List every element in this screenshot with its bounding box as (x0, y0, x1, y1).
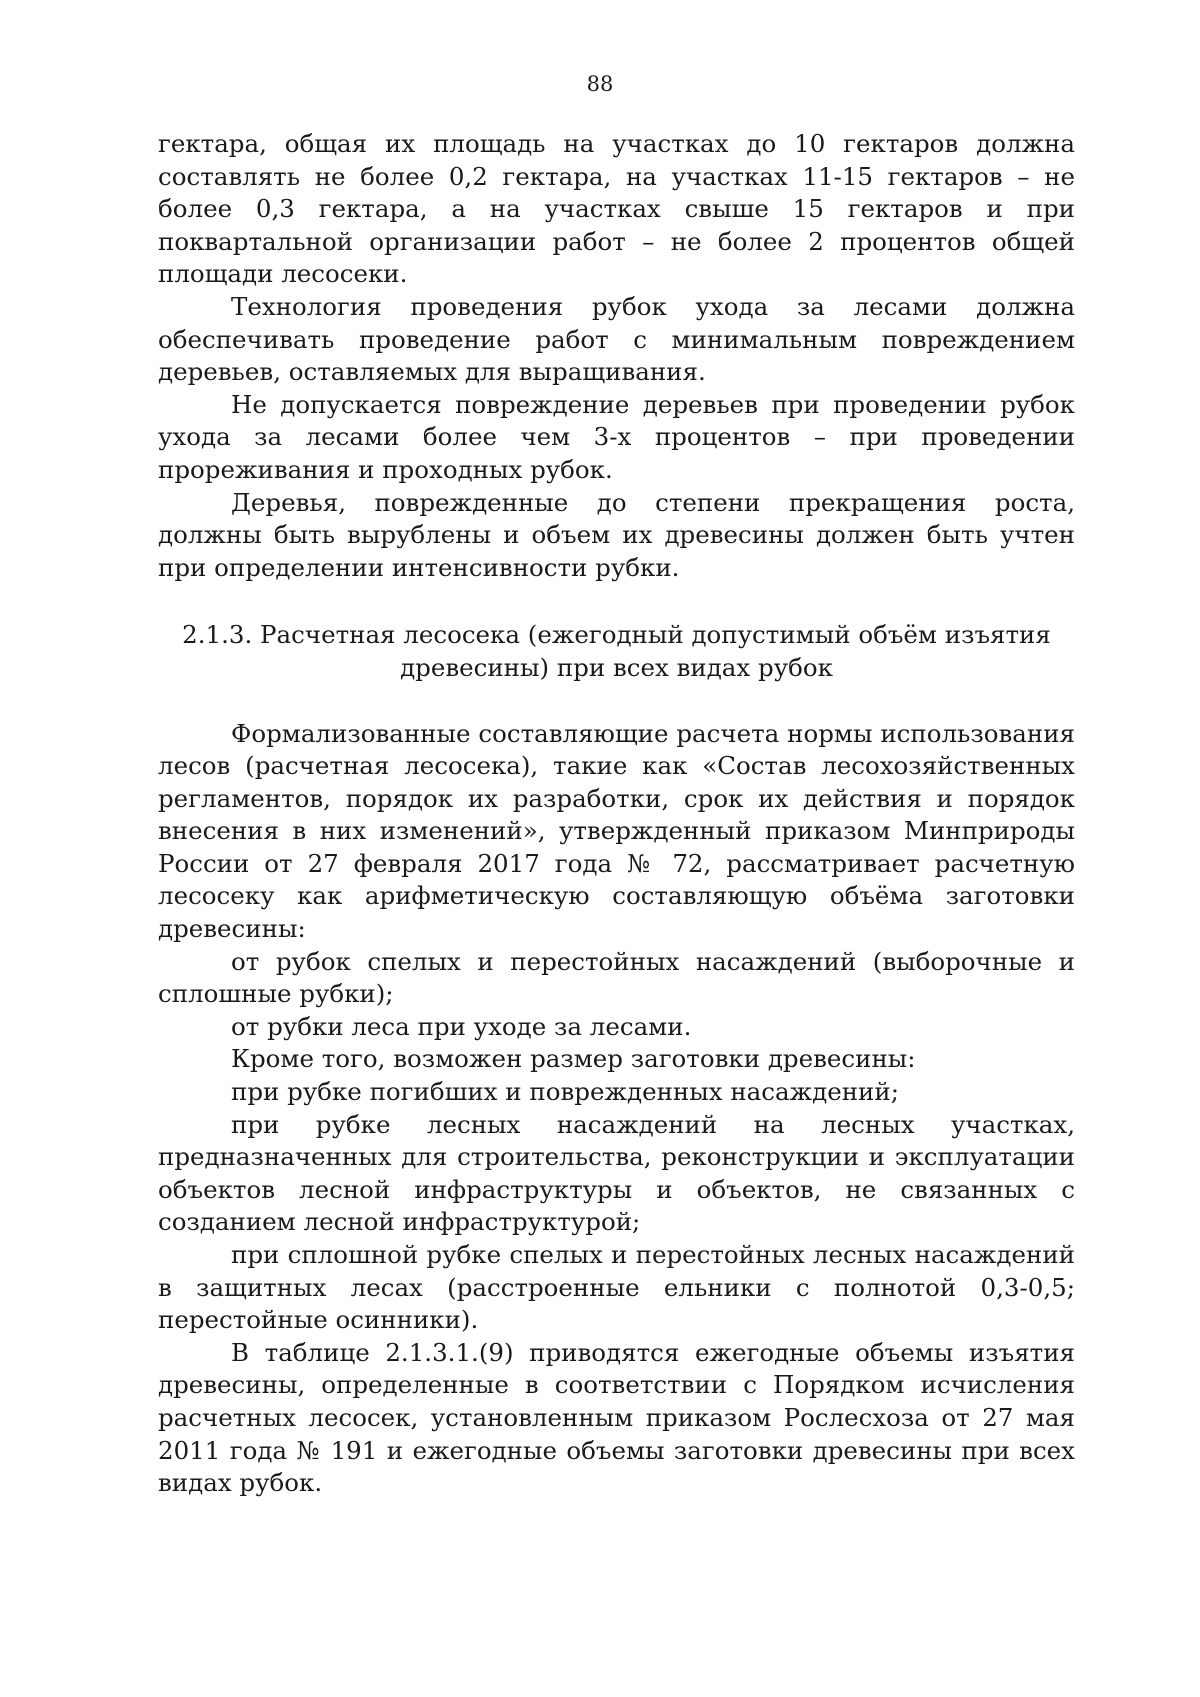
section-heading-line: 2.1.3. Расчетная лесосека (ежегодный допустимый объём изъятия (182, 620, 1051, 650)
list-item: от рубки леса при уходе за лесами. (231, 1011, 692, 1041)
document-body (158, 128, 1075, 1500)
list-item: при сплошной рубке спелых и перестойных лесных насаждений в защитных лесах (расстроенные ельники с полнотой 0,3-0,5; перестойные осинники). (158, 1240, 1075, 1335)
paragraph: Не допускается повреждение деревьев при проведении рубок ухода за лесами более чем 3-х процентов – при проведении прореживания и проходных рубок. (158, 389, 1075, 484)
list-item: при рубке лесных насаждений на лесных участках, предназначенных для строительства, реконструкции и эксплуатации объектов лесной инфраструктуры и объектов, не связанных с созданием лесной инфраструктурой; (158, 1109, 1075, 1237)
paragraph: Кроме того, возможен размер заготовки древесины: (231, 1044, 916, 1074)
paragraph: Технология проведения рубок ухода за лесами должна обеспечивать проведение работ с минимальным повреждением деревьев, оставляемых для выращивания. (158, 291, 1075, 387)
paragraph: Деревья, поврежденные до степени прекращения роста, должны быть вырублены и объем их древесины должен быть учтен при определении интенсивности рубки. (158, 487, 1075, 582)
section-heading-line: древесины) при всех видах рубок (400, 652, 833, 682)
section-heading (158, 619, 1075, 684)
paragraph-continuation: гектара, общая их площадь на участках до 10 гектаров должна составлять не более 0,2 гектара, на участках 11-15 гектаров – не более 0,3 гектара, а на участках свыше 15 гектаров и при поквартальной организации работ – не более 2 процентов общей площади лесосеки. (158, 129, 1075, 289)
list-item: от рубок спелых и перестойных насаждений (выборочные и сплошные рубки); (158, 946, 1075, 1009)
paragraph: В таблице 2.1.3.1.(9) приводятся ежегодные объемы изъятия древесины, определенные в соответствии с Порядком исчисления расчетных лесосек, установленным приказом Рослесхоза от 27 мая 2011 года № 191 и ежегодные объемы заготовки древесины при всех видах рубок. (158, 1337, 1075, 1498)
paragraph: Формализованные составляющие расчета нормы использования лесов (расчетная лесосека), такие как «Состав лесохозяйственных регламентов, порядок их разработки, срок их действия и порядок внесения в них изменений», утвержденный приказом Минприроды России от 27 февраля 2017 года № 72, рассматривает расчетную лесосеку как арифметическую составляющую объёма заготовки древесины: (158, 718, 1075, 944)
list-item: при рубке погибших и поврежденных насаждений; (231, 1077, 899, 1107)
page-number: 88 (586, 72, 614, 96)
